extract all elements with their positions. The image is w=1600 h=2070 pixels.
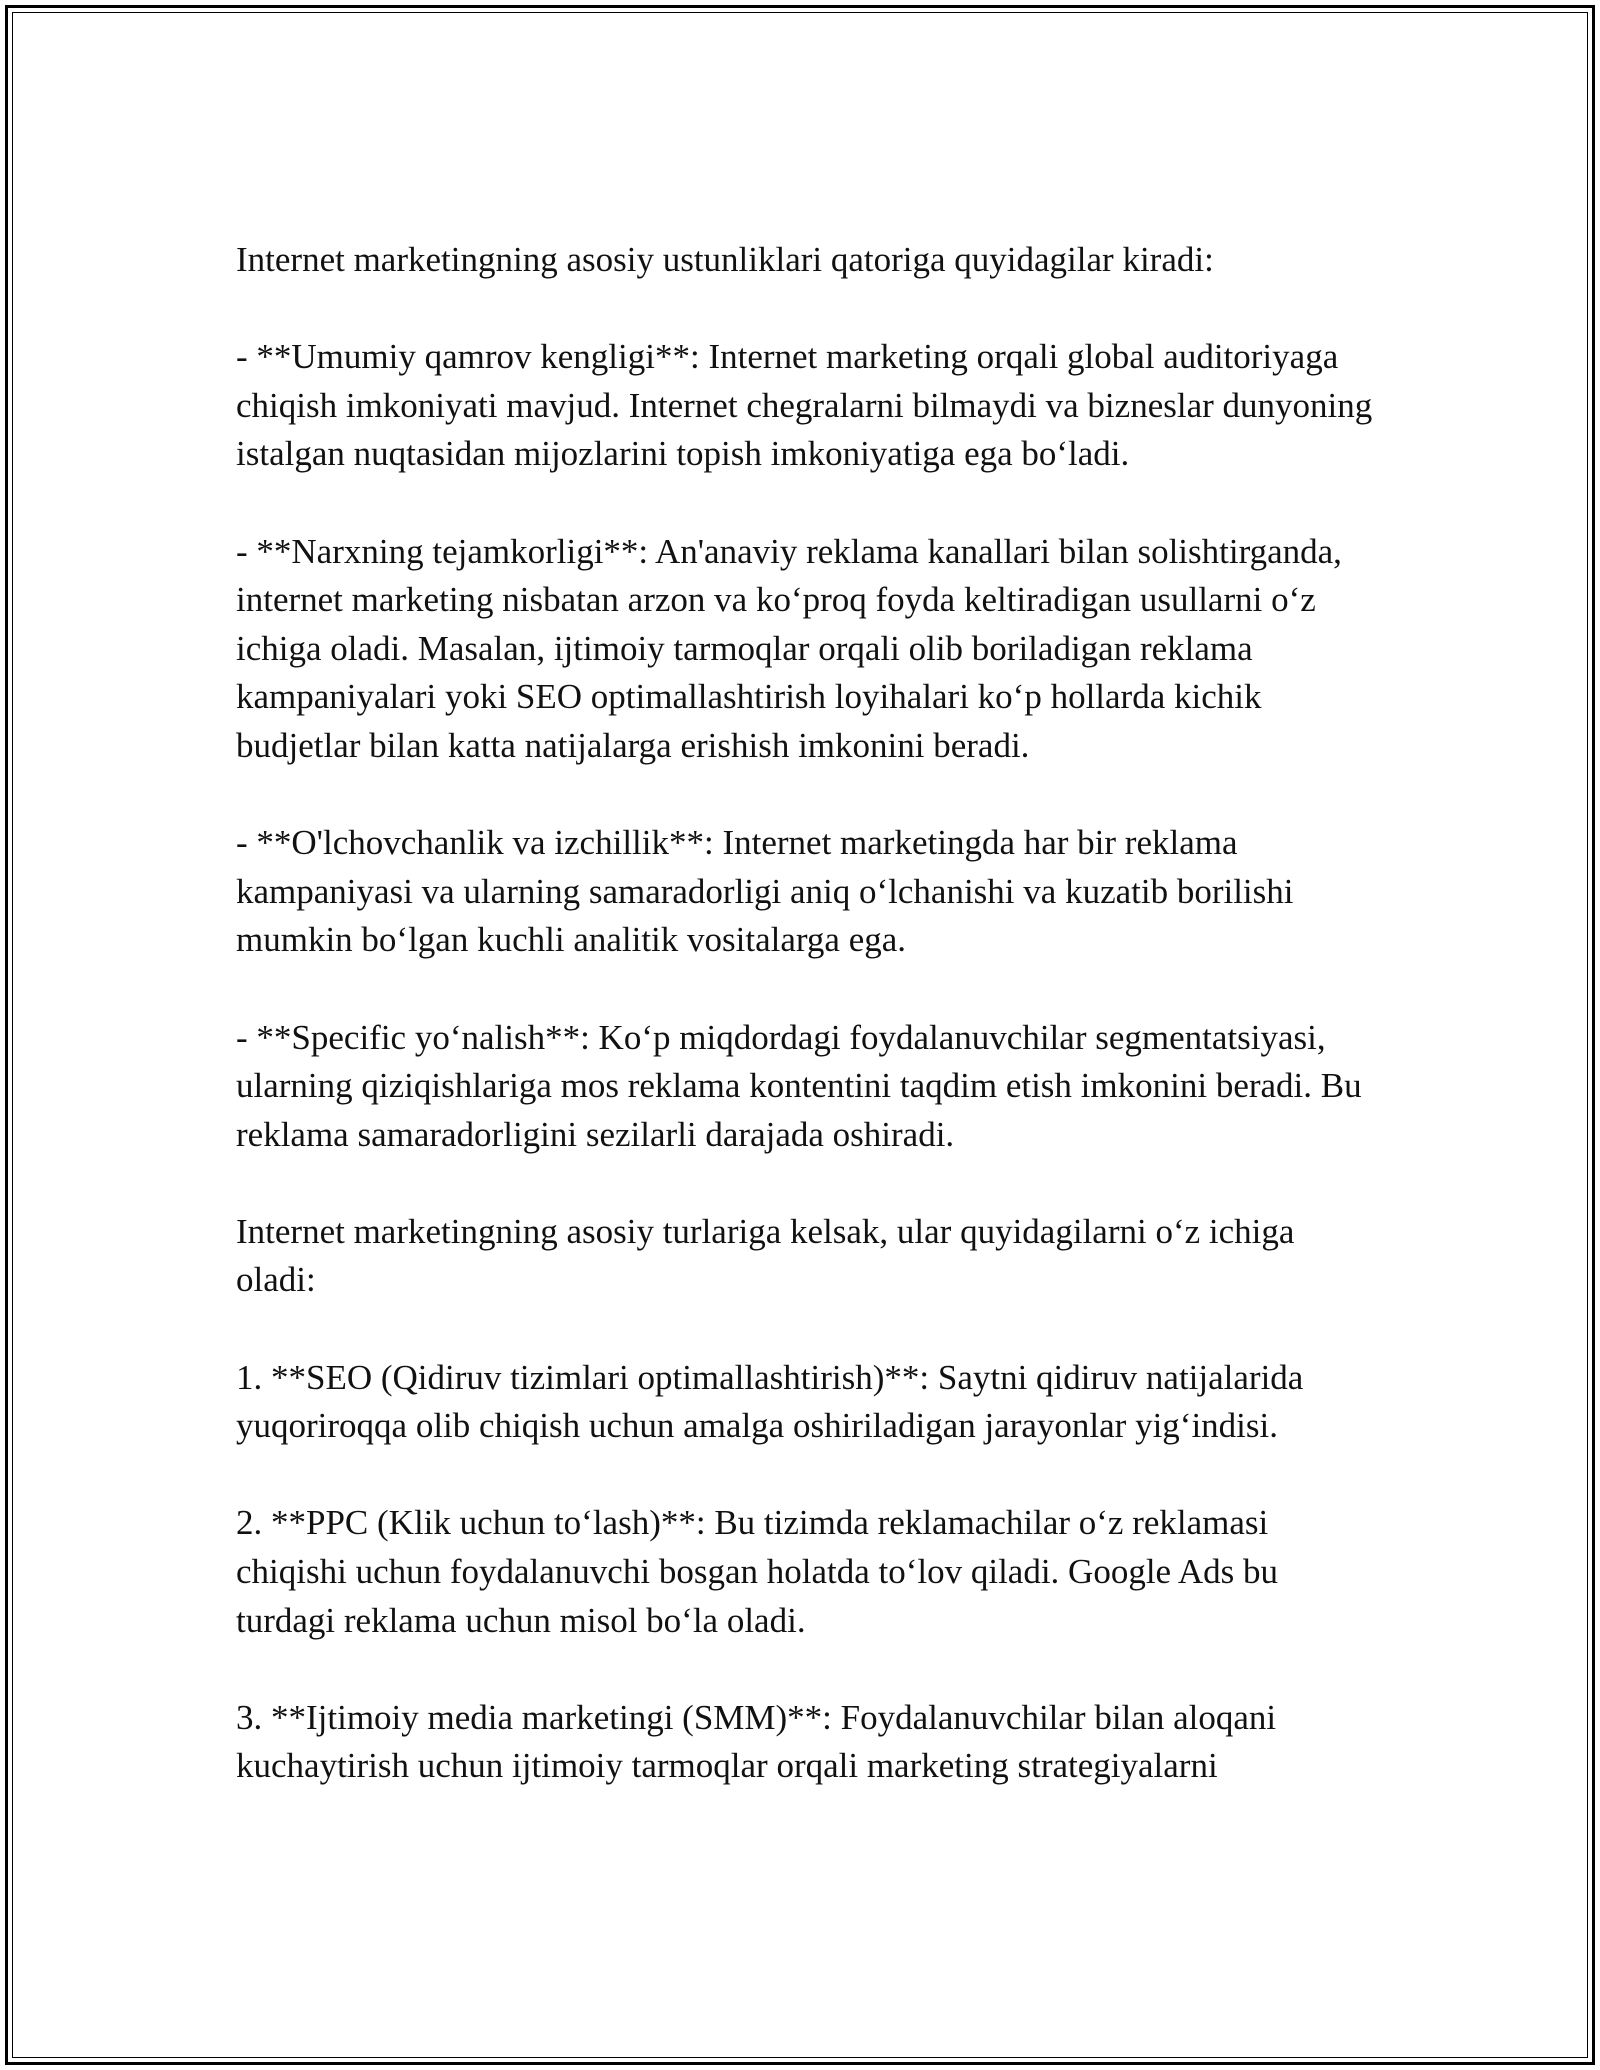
advantage-measurability-paragraph: - **O'lchovchanlik va izchillik**: Internet marketingda har bir reklama kampaniyasi va ularning samaradorligi aniq o‘lchanishi va kuzatib borilishi mumkin bo‘lgan kuchli analitik vositalarga ega. <box>236 823 1294 960</box>
advantage-reach-paragraph: - **Umumiy qamrov kengligi**: Internet marketing orqali global auditoriyaga chiqish imkoniyati mavjud. Internet chegralarni bilmaydi va bizneslar dunyoning istalgan nuqtasidan mijozlarini topish imkoniyatiga ega bo‘ladi. <box>236 337 1373 474</box>
type-ppc-paragraph: 2. **PPC (Klik uchun to‘lash)**: Bu tizimda reklamachilar o‘z reklamasi chiqishi uchun foydalanuvchi bosgan holatda to‘lov qiladi. Google Ads bu turdagi reklama uchun misol bo‘la oladi. <box>236 1503 1279 1640</box>
document-body <box>236 236 1376 1840</box>
type-seo-paragraph: 1. **SEO (Qidiruv tizimlari optimallashtirish)**: Saytni qidiruv natijalarida yuqoriroqqa olib chiqish uchun amalga oshiriladigan jarayonlar yig‘indisi. <box>236 1357 1304 1446</box>
intro-paragraph: Internet marketingning asosiy ustunliklari qatoriga quyidagilar kiradi: <box>236 240 1214 279</box>
types-intro-paragraph: Internet marketingning asosiy turlariga kelsak, ular quyidagilarni o‘z ichiga oladi: <box>236 1211 1295 1300</box>
type-smm-paragraph: 3. **Ijtimoiy media marketingi (SMM)**: Foydalanuvchilar bilan aloqani kuchaytirish uchun ijtimoiy tarmoqlar orqali marketing strategiyalarni <box>236 1697 1277 1786</box>
advantage-cost-paragraph: - **Narxning tejamkorligi**: An'anaviy reklama kanallari bilan solishtirganda, internet marketing nisbatan arzon va ko‘proq foyda keltiradigan usullarni o‘z ichiga oladi. Masalan, ijtimoiy tarmoqlar orqali olib boriladigan reklama kampaniyalari yoki SEO optimallashtirish loyihalari ko‘p hollarda kichik budjetlar bilan katta natijalarga erishish imkonini beradi. <box>236 531 1342 765</box>
advantage-targeting-paragraph: - **Specific yo‘nalish**: Ko‘p miqdordagi foydalanuvchilar segmentatsiyasi, ularning qiziqishlariga mos reklama kontentini taqdim etish imkonini beradi. Bu reklama samaradorligini sezilarli darajada oshiradi. <box>236 1017 1362 1154</box>
